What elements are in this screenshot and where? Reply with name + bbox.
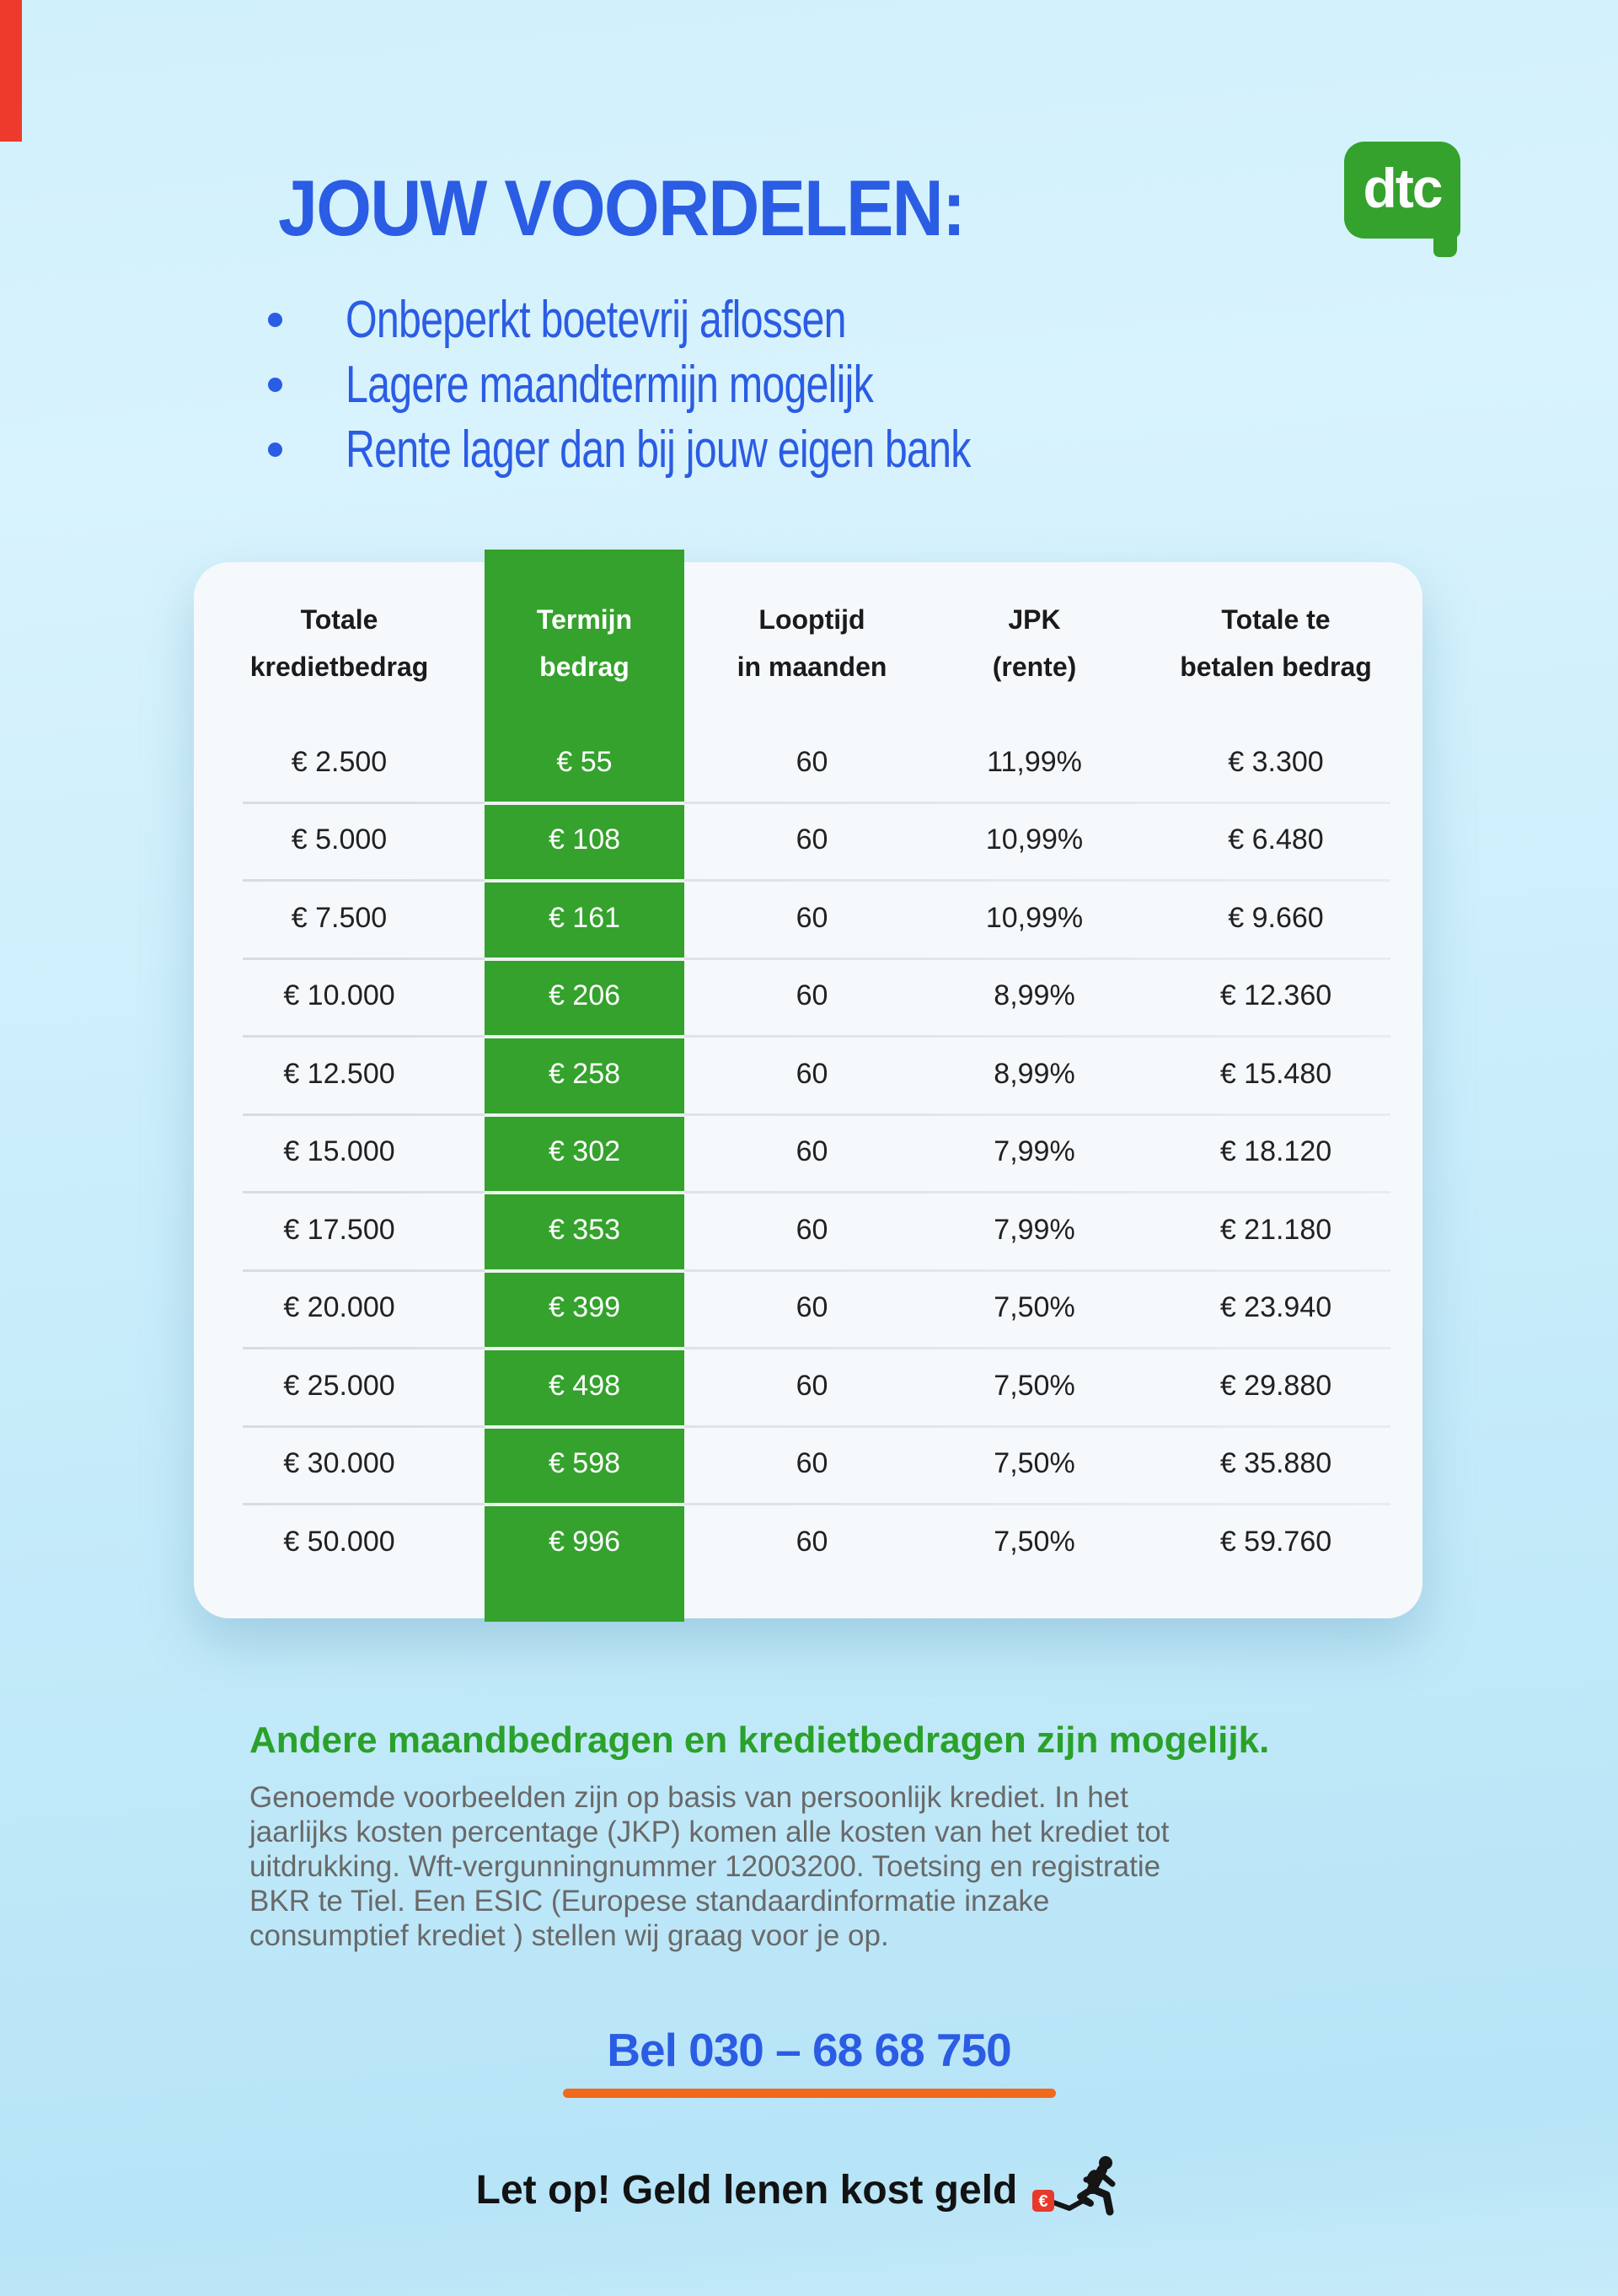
benefit-label: Rente lager dan bij jouw eigen bank	[346, 421, 971, 479]
duration-cell: 60	[796, 979, 828, 1012]
total-cell: € 35.880	[1219, 1447, 1332, 1480]
term-amount-cell: € 996	[548, 1525, 621, 1558]
credit-amount-cell: € 10.000	[283, 979, 395, 1012]
running-person-icon	[1080, 2156, 1112, 2212]
header-looptijd: Looptijd in maanden	[737, 604, 887, 682]
jkp-cell: 7,50%	[994, 1525, 1075, 1558]
term-amount-cell: € 108	[548, 823, 621, 856]
benefit-label: Lagere maandtermijn mogelijk	[346, 356, 873, 414]
credit-amount-cell: € 20.000	[283, 1291, 395, 1324]
rates-table	[194, 562, 1422, 1618]
jkp-cell: 7,99%	[994, 1213, 1075, 1246]
credit-amount-cell: € 12.500	[283, 1057, 395, 1090]
term-amount-cell: € 302	[548, 1135, 621, 1168]
jkp-cell: 7,50%	[994, 1369, 1075, 1402]
phone-underline	[563, 2089, 1056, 2098]
jkp-cell: 11,99%	[987, 745, 1082, 778]
duration-cell: 60	[796, 1525, 828, 1558]
legal-line: BKR te Tiel. Een ESIC (Europese standaardinformatie inzake	[249, 1885, 1050, 1918]
bullet-dot-icon	[268, 443, 282, 457]
bullet-dot-icon	[268, 313, 282, 327]
total-cell: € 29.880	[1219, 1369, 1332, 1402]
duration-cell: 60	[796, 1213, 828, 1246]
duration-cell: 60	[796, 1057, 828, 1090]
credit-amount-cell: € 15.000	[283, 1135, 395, 1168]
duration-cell: 60	[796, 1291, 828, 1324]
dtc-logo-text: dtc	[1363, 156, 1442, 219]
phone-number: Bel 030 – 68 68 750	[607, 2024, 1011, 2076]
term-amount-cell: € 353	[548, 1213, 621, 1246]
legal-line: Genoemde voorbeelden zijn op basis van persoonlijk krediet. In het	[249, 1781, 1128, 1814]
total-cell: € 6.480	[1228, 823, 1324, 856]
benefit-item	[268, 417, 1147, 482]
bullet-dot-icon	[268, 378, 282, 392]
duration-cell: 60	[796, 823, 828, 856]
page-title: JOUW VOORDELEN:	[278, 164, 965, 252]
benefit-item	[268, 352, 1147, 417]
benefit-label: Onbeperkt boetevrij aflossen	[346, 291, 846, 349]
total-cell: € 59.760	[1219, 1525, 1332, 1558]
credit-amount-cell: € 7.500	[291, 901, 388, 934]
term-amount-cell: € 206	[548, 979, 621, 1012]
total-cell: € 3.300	[1228, 745, 1324, 778]
svg-text:€: €	[1038, 2192, 1048, 2211]
jkp-cell: 10,99%	[985, 823, 1084, 856]
duration-cell: 60	[796, 1447, 828, 1480]
benefits-list	[268, 287, 1147, 482]
duration-cell: 60	[796, 1369, 828, 1402]
duration-cell: 60	[796, 1135, 828, 1168]
header-termijn-bedrag: Termijn bedrag	[536, 604, 633, 682]
term-amount-cell: € 498	[548, 1369, 621, 1402]
credit-amount-cell: € 5.000	[291, 823, 388, 856]
total-cell: € 9.660	[1228, 901, 1324, 934]
legal-line: jaarlijks kosten percentage (JKP) komen alle kosten van het krediet tot	[249, 1816, 1170, 1848]
benefit-item	[268, 287, 1147, 352]
credit-amount-cell: € 2.500	[291, 745, 388, 778]
warning-section	[0, 2154, 1610, 2213]
credit-amount-cell: € 25.000	[283, 1369, 395, 1402]
credit-amount-cell: € 50.000	[283, 1525, 395, 1558]
duration-cell: 60	[796, 745, 828, 778]
legal-text	[249, 1780, 1169, 1953]
highlight-text: Andere maandbedragen en kredietbedragen zijn mogelijk.	[249, 1719, 1270, 1761]
duration-cell: 60	[796, 901, 828, 934]
warning-text: Let op! Geld lenen kost geld	[475, 2168, 1018, 2213]
term-amount-cell: € 399	[548, 1291, 621, 1324]
term-amount-cell: € 258	[548, 1057, 621, 1090]
header-totale-te-betalen: Totale te betalen bedrag	[1180, 604, 1372, 682]
total-cell: € 18.120	[1219, 1135, 1332, 1168]
term-amount-cell: € 55	[556, 745, 613, 778]
dtc-logo	[1344, 142, 1460, 239]
jkp-cell: 7,50%	[994, 1291, 1075, 1324]
jkp-cell: 8,99%	[994, 979, 1075, 1012]
money-cost-warning-icon	[1031, 2154, 1125, 2218]
term-amount-cell: € 161	[548, 901, 621, 934]
credit-amount-cell: € 30.000	[283, 1447, 395, 1480]
red-corner-mark	[0, 0, 22, 142]
jkp-cell: 7,99%	[994, 1135, 1075, 1168]
jkp-cell: 10,99%	[985, 901, 1084, 934]
legal-line: uitdrukking. Wft-vergunningnummer 12003200. Toetsing en registratie	[249, 1850, 1161, 1883]
phone-section	[0, 2023, 1618, 2098]
jkp-cell: 7,50%	[994, 1447, 1075, 1480]
term-amount-cell: € 598	[548, 1447, 621, 1480]
total-cell: € 12.360	[1219, 979, 1332, 1012]
credit-amount-cell: € 17.500	[283, 1213, 395, 1246]
total-cell: € 21.180	[1219, 1213, 1332, 1246]
legal-line: consumptief krediet ) stellen wij graag voor je op.	[249, 1919, 889, 1952]
header-jpk: JPK (rente)	[992, 604, 1077, 682]
total-cell: € 23.940	[1219, 1291, 1332, 1324]
total-cell: € 15.480	[1219, 1057, 1332, 1090]
header-totale-kredietbedrag: Totale kredietbedrag	[249, 604, 429, 682]
rates-card	[194, 562, 1422, 1618]
jkp-cell: 8,99%	[994, 1057, 1075, 1090]
